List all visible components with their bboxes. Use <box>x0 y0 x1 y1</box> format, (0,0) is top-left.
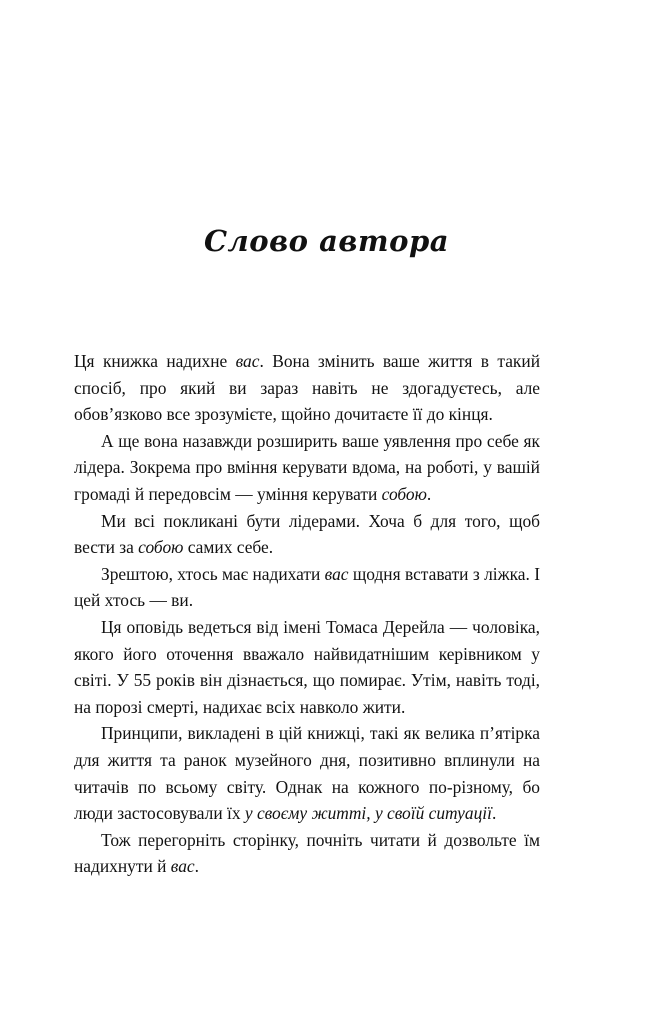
paragraph: Ми всі покликані бути лідерами. Хоча б для того, щоб вести за собою самих себе. <box>74 510 540 558</box>
page-title: Слово автора <box>203 224 450 259</box>
paragraph: Ця оповідь ведеться від імені Томаса Дерейла — чоловіка, якого його оточення вважало найвидатнішим керівником у світі. У 55 років він дізнається, що помирає. Утім, навіть тоді, на порозі смерті, надихає всіх навколо жити. <box>74 616 540 717</box>
body-text <box>74 348 540 880</box>
paragraph: Тож перегорніть сторінку, почніть читати й дозвольте їм надихнути й вас. <box>74 829 540 877</box>
paragraph: А ще вона назавжди розширить ваше уявлення про себе як лідера. Зокрема про вміння керувати вдома, на роботі, у вашій громаді й передовсім — уміння керувати собою. <box>74 430 540 504</box>
paragraph: Принципи, викладені в цій книжці, такі як велика п’ятірка для життя та ранок музейного дня, позитивно вплинули на читачів по всьому світу. Однак на кожного по-різному, бо люди застосовували їх у своєму житті, у своїй ситуації. <box>74 723 540 824</box>
paragraph: Зрештою, хтось має надихати вас щодня вставати з ліжка. І цей хтось — ви. <box>74 563 540 611</box>
paragraph: Ця книжка надихне вас. Вона змінить ваше життя в такий спосіб, про який ви зараз навіть не здогадуєтесь, але обов’язково все зрозумієте, щойно дочитаєте її до кінця. <box>74 351 540 425</box>
